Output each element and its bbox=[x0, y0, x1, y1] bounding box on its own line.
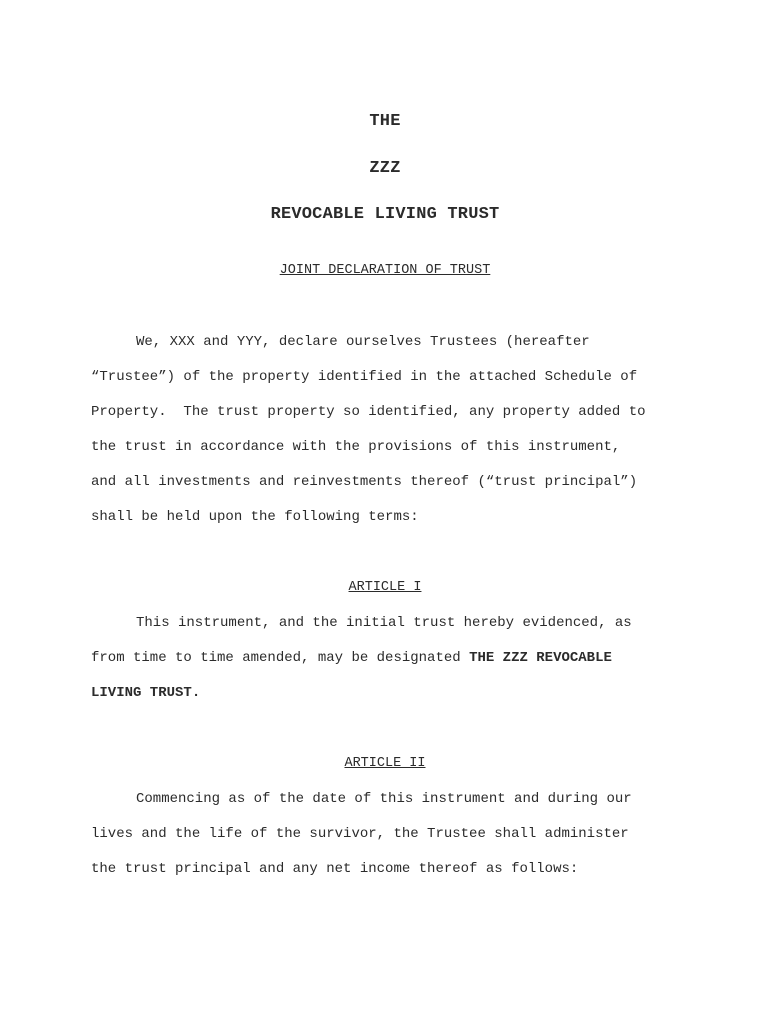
joint-declaration-heading: JOINT DECLARATION OF TRUST bbox=[279, 263, 491, 278]
intro-line-5: and all investments and reinvestments thereof (“trust principal”) bbox=[91, 474, 638, 490]
trust-name-bold-part-1: THE ZZZ REVOCABLE bbox=[469, 650, 612, 666]
intro-line-6: shall be held upon the following terms: bbox=[91, 509, 419, 525]
trust-name-bold-part-2: LIVING TRUST. bbox=[91, 685, 201, 701]
intro-line-1: We, XXX and YYY, declare ourselves Trustees (hereafter bbox=[136, 334, 590, 350]
article-1-line-2 bbox=[91, 650, 612, 666]
article-2-line-1: Commencing as of the date of this instrument and during our bbox=[136, 791, 632, 807]
intro-line-3: Property. The trust property so identified, any property added to bbox=[91, 404, 646, 420]
article-2-line-2: lives and the life of the survivor, the Trustee shall administer bbox=[91, 826, 629, 842]
intro-line-4: the trust in accordance with the provisions of this instrument, bbox=[91, 439, 621, 455]
article-2-heading: ARTICLE II bbox=[344, 756, 426, 771]
article-1-line-2-text: from time to time amended, may be designated bbox=[91, 650, 470, 666]
article-1-heading: ARTICLE I bbox=[348, 580, 422, 595]
intro-line-2: “Trustee”) of the property identified in the attached Schedule of bbox=[91, 369, 638, 385]
article-2-line-3: the trust principal and any net income thereof as follows: bbox=[91, 861, 579, 877]
title-line-zzz: ZZZ bbox=[369, 159, 401, 178]
title-line-revocable-living-trust: REVOCABLE LIVING TRUST bbox=[270, 205, 500, 224]
title-line-the: THE bbox=[369, 112, 401, 131]
article-1-line-1: This instrument, and the initial trust hereby evidenced, as bbox=[136, 615, 632, 631]
